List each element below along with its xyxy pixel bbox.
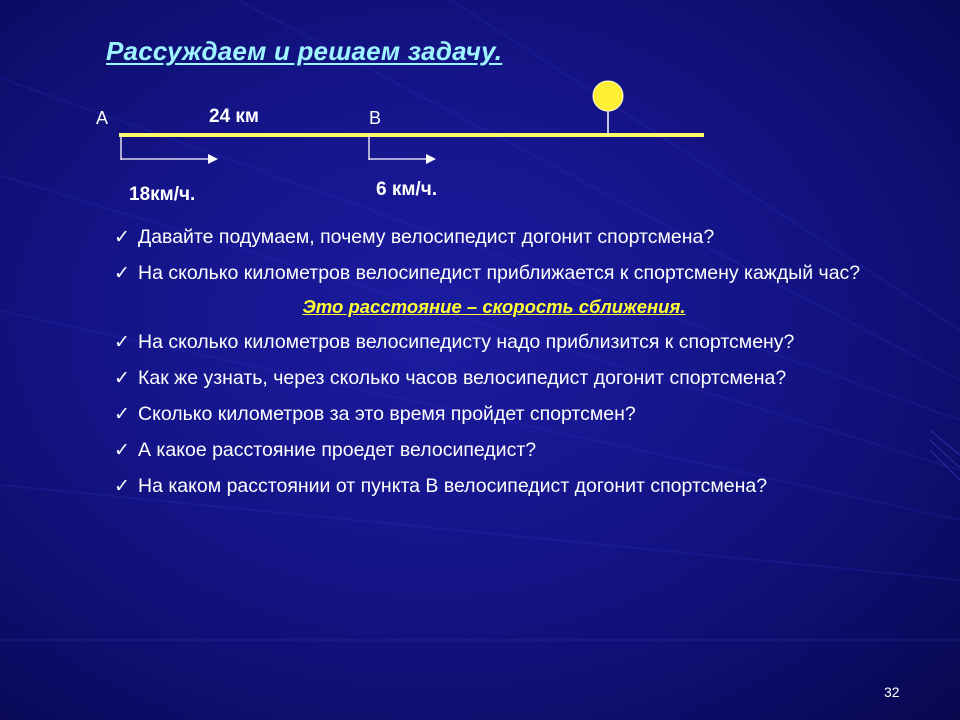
list-item — [114, 225, 894, 250]
check-icon: ✓ — [114, 404, 130, 425]
slide-title: Рассуждаем и решаем задачу. — [106, 36, 503, 66]
list-item — [114, 261, 894, 286]
sun-icon — [593, 81, 623, 111]
check-icon: ✓ — [114, 263, 130, 284]
list-item — [114, 438, 894, 463]
page-number: 32 — [884, 684, 900, 700]
question-text: Сколько километров за это время пройдет спортсмен? — [138, 403, 636, 425]
distance-label: 24 км — [209, 106, 259, 127]
athlete-arrowhead — [426, 154, 436, 164]
list-item — [114, 474, 894, 499]
check-icon: ✓ — [114, 440, 130, 461]
list-item — [114, 330, 894, 355]
question-list — [114, 225, 894, 510]
point-a-label: А — [96, 108, 109, 128]
check-icon: ✓ — [114, 332, 130, 353]
check-icon: ✓ — [114, 476, 130, 497]
cyclist-speed-label: 18км/ч. — [129, 184, 196, 205]
check-icon: ✓ — [114, 227, 130, 248]
point-b-label: В — [369, 108, 382, 128]
list-item — [114, 402, 894, 427]
check-icon: ✓ — [114, 368, 130, 389]
closing-speed-highlight: Это расстояние – скорость сближения. — [302, 296, 686, 317]
question-text: Как же узнать, через сколько часов велосипедист догонит спортсмена? — [138, 367, 787, 389]
question-text: А какое расстояние проедет велосипедист? — [138, 439, 537, 461]
question-text: На каком расстоянии от пункта В велосипедист догонит спортсмена? — [138, 475, 768, 497]
list-item — [114, 366, 894, 391]
question-text: На сколько километров велосипедисту надо приблизится к спортсмену? — [138, 331, 795, 353]
cyclist-arrowhead — [208, 154, 218, 164]
athlete-speed-label: 6 км/ч. — [376, 179, 437, 200]
question-text: На сколько километров велосипедист приближается к спортсмену каждый час? — [138, 262, 861, 284]
question-text: Давайте подумаем, почему велосипедист догонит спортсмена? — [138, 226, 715, 248]
